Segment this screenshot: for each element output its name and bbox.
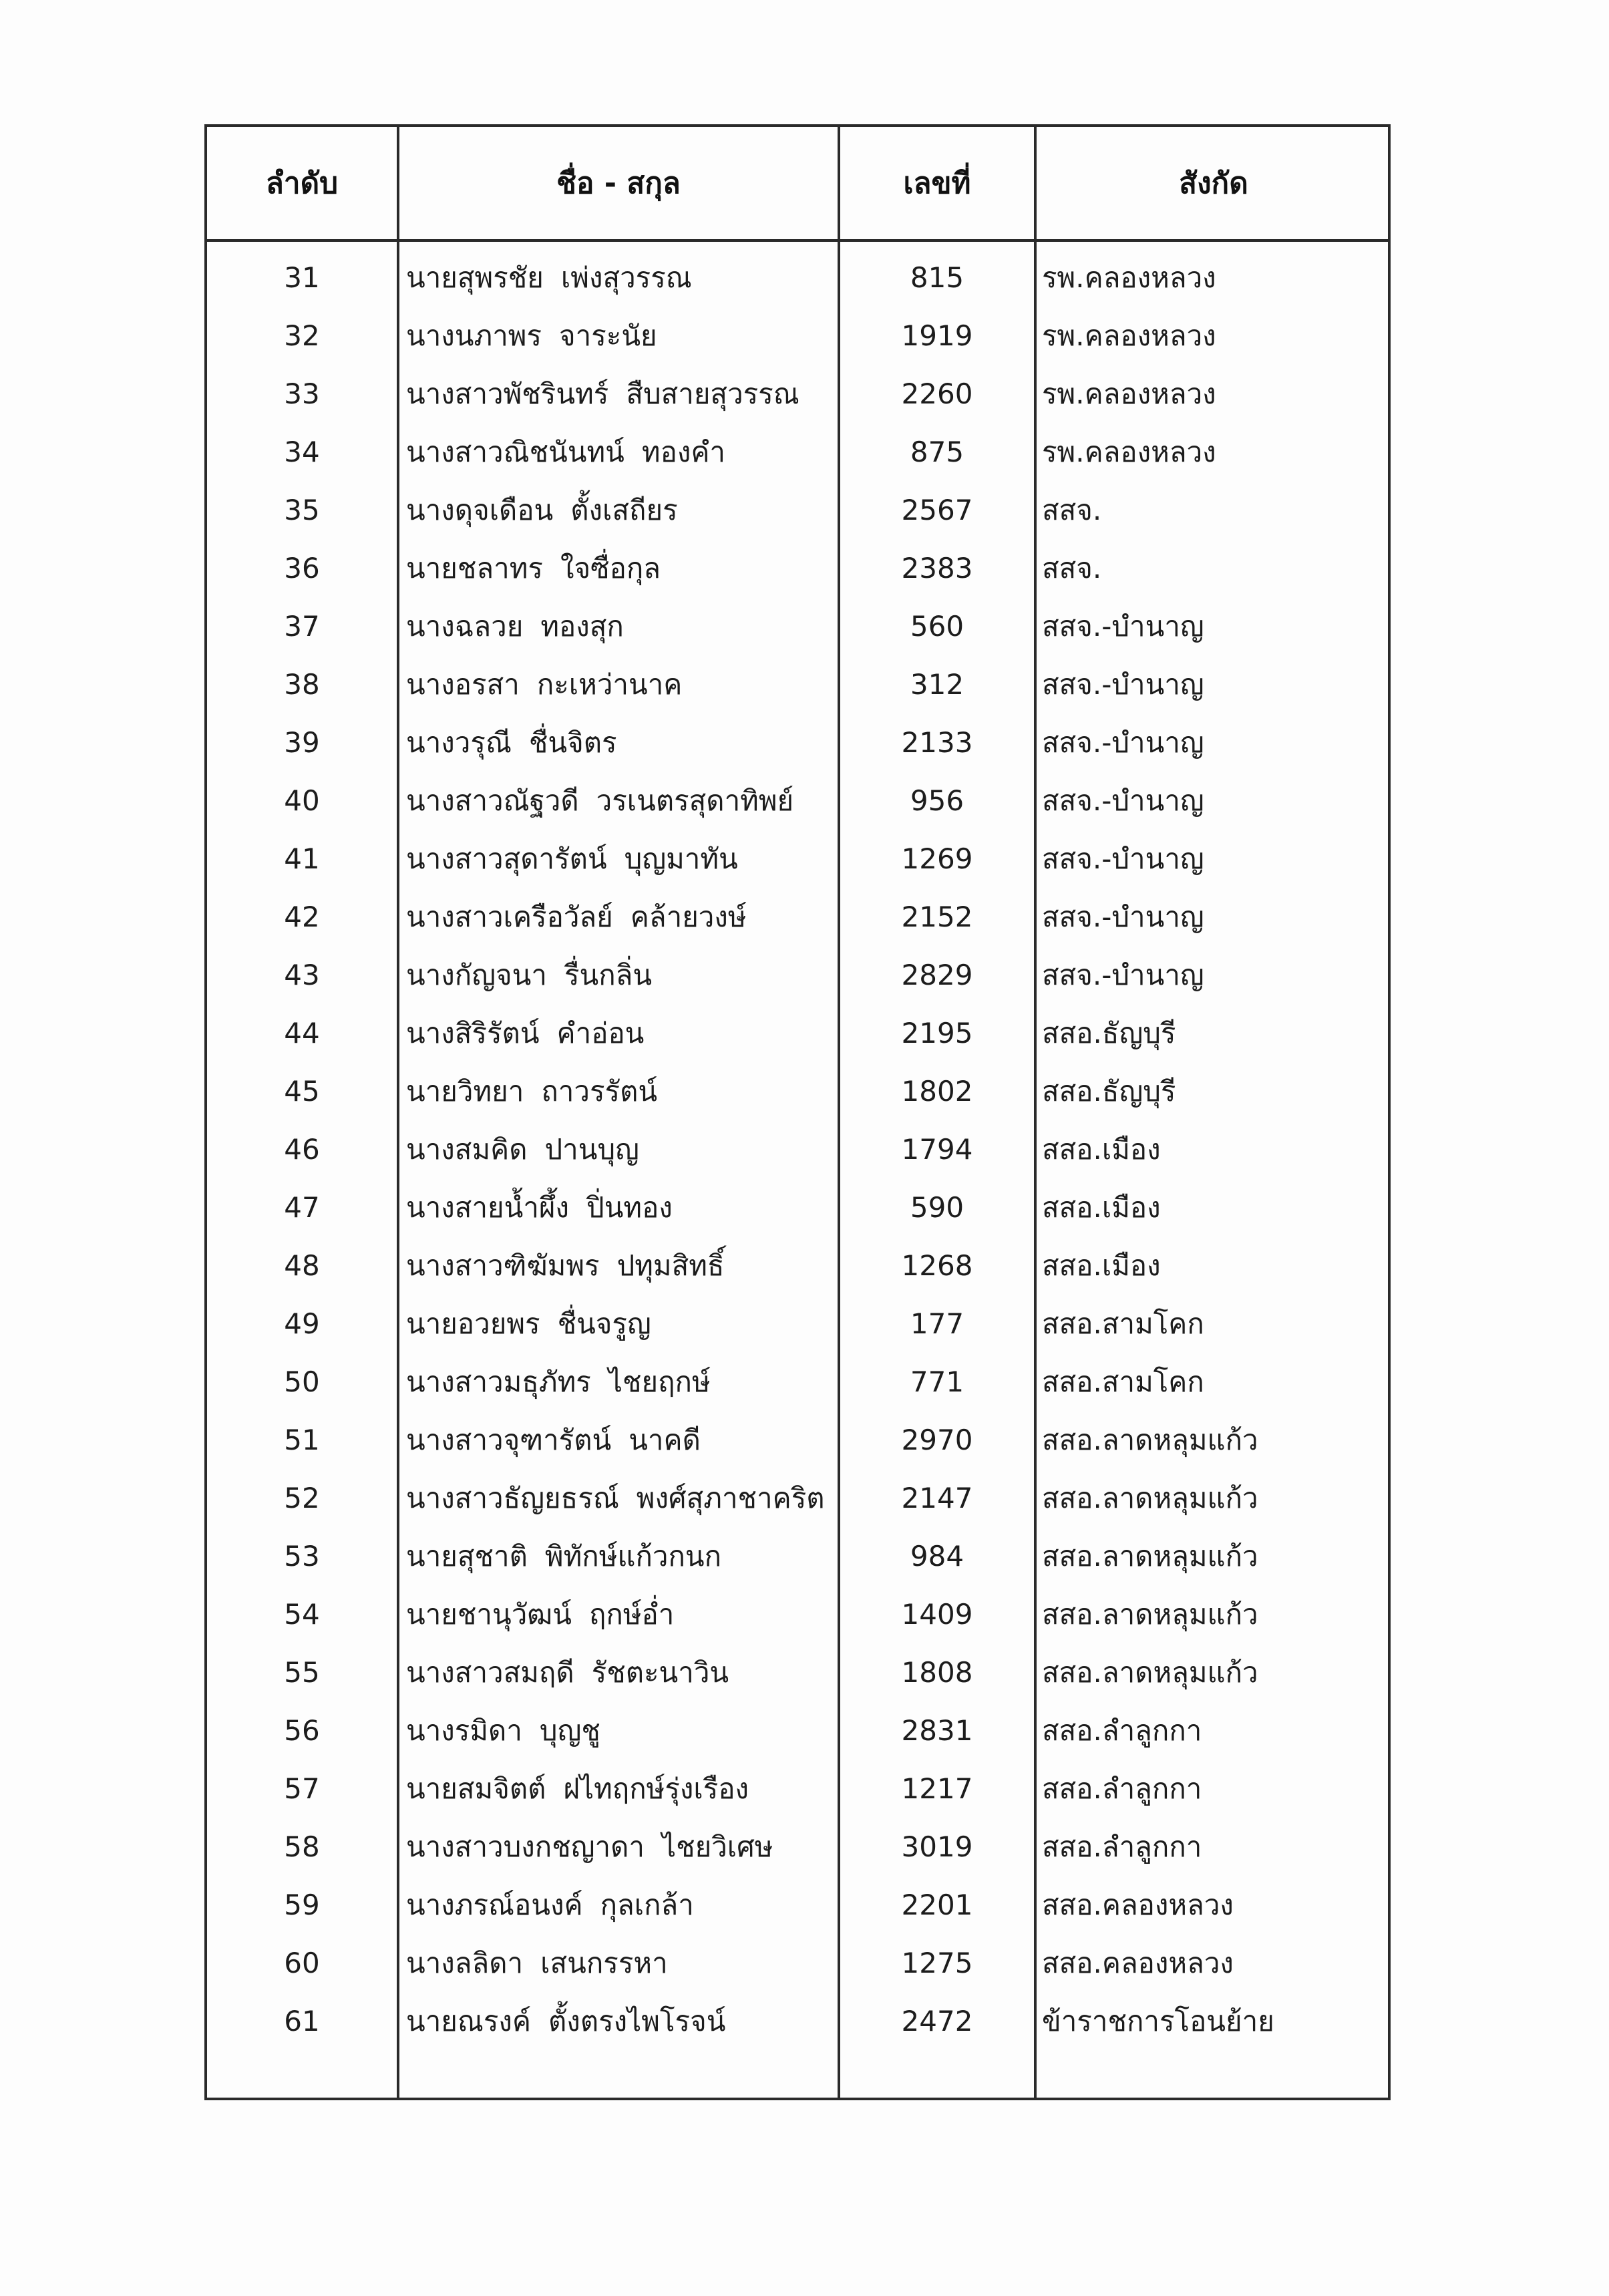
row-sequence: 36 <box>284 552 320 585</box>
row-affiliation: สสจ.-บำนาญ <box>1042 726 1204 759</box>
row-affiliation: สสจ.-บำนาญ <box>1042 668 1204 701</box>
row-surname: นาคดี <box>629 1424 701 1456</box>
row-sequence: 61 <box>284 2005 320 2037</box>
row-number: 771 <box>910 1365 964 1398</box>
row-surname: บุญมาทัน <box>624 842 738 875</box>
row-given-name: นายสุชาติ <box>406 1540 528 1573</box>
table-row <box>207 539 1388 597</box>
row-sequence: 59 <box>284 1889 320 1921</box>
table-row <box>207 1411 1388 1469</box>
row-full-name <box>406 655 834 713</box>
row-sequence: 55 <box>284 1656 320 1689</box>
row-surname: รัชตะนาวิน <box>591 1656 729 1689</box>
row-number: 312 <box>910 668 964 701</box>
header-number: เลขที่ <box>903 166 971 200</box>
table-row <box>207 1527 1388 1585</box>
row-number: 590 <box>910 1191 964 1224</box>
row-affiliation: ข้าราชการโอนย้าย <box>1042 2005 1274 2037</box>
row-given-name: นายวิทยา <box>406 1075 524 1108</box>
row-surname: พงศ์สุภาชาคริต <box>636 1482 825 1514</box>
table-row <box>207 423 1388 481</box>
row-given-name: นายสมจิตต์ <box>406 1772 546 1805</box>
table-row <box>207 946 1388 1004</box>
row-given-name: นางกัญจนา <box>406 959 547 991</box>
table-row <box>207 1295 1388 1353</box>
row-affiliation: สสจ. <box>1042 552 1102 585</box>
row-given-name: นางสาวณิชนันทน์ <box>406 436 624 468</box>
row-full-name <box>406 423 834 481</box>
row-number: 177 <box>910 1307 964 1340</box>
row-sequence: 45 <box>284 1075 320 1108</box>
row-number: 2201 <box>901 1889 973 1921</box>
row-surname: รื่นกลิ่น <box>564 959 653 991</box>
row-full-name <box>406 249 834 307</box>
row-full-name <box>406 1527 834 1585</box>
row-number: 2383 <box>901 552 973 585</box>
table-row <box>207 365 1388 423</box>
row-affiliation: สสอ.ลำลูกกา <box>1042 1714 1202 1747</box>
row-surname: ฤกษ์อ่ำ <box>588 1598 675 1631</box>
table-row <box>207 888 1388 946</box>
row-sequence: 32 <box>284 319 320 352</box>
row-number: 2195 <box>901 1017 973 1049</box>
row-full-name <box>406 1062 834 1120</box>
row-surname: ชื่นจิตร <box>528 726 617 759</box>
header-full-name: ชื่อ - สกุล <box>556 166 681 200</box>
row-number: 1269 <box>901 842 973 875</box>
row-full-name <box>406 1643 834 1701</box>
row-given-name: นางอรสา <box>406 668 520 701</box>
row-surname: จาระนัย <box>559 319 657 352</box>
row-sequence: 48 <box>284 1249 320 1282</box>
row-surname: ชื่นจรูญ <box>557 1307 651 1340</box>
row-full-name <box>406 1120 834 1178</box>
table-row <box>207 1469 1388 1527</box>
row-sequence: 58 <box>284 1830 320 1863</box>
row-affiliation: สสอ.ลำลูกกา <box>1042 1772 1202 1805</box>
row-given-name: นางสาวมธุภัทร <box>406 1365 591 1398</box>
row-surname: ทองคำ <box>641 436 726 468</box>
row-sequence: 47 <box>284 1191 320 1224</box>
row-surname: ปิ่นทอง <box>586 1191 673 1224</box>
table-row <box>207 307 1388 365</box>
row-affiliation: สสจ.-บำนาญ <box>1042 900 1204 933</box>
row-given-name: นางนภาพร <box>406 319 542 352</box>
row-affiliation: สสอ.ธัญบุรี <box>1042 1075 1176 1108</box>
table-row <box>207 1992 1388 2050</box>
row-full-name <box>406 1237 834 1295</box>
row-surname: วรเนตรสุดาทิพย์ <box>596 784 794 817</box>
row-sequence: 60 <box>284 1947 320 1979</box>
row-number: 2567 <box>901 494 973 526</box>
row-given-name: นางฉลวย <box>406 610 524 643</box>
table-row <box>207 1701 1388 1760</box>
row-sequence: 38 <box>284 668 320 701</box>
row-sequence: 31 <box>284 261 320 294</box>
row-sequence: 43 <box>284 959 320 991</box>
row-sequence: 34 <box>284 436 320 468</box>
row-surname: เสนกรรหา <box>540 1947 668 1979</box>
table-row <box>207 1004 1388 1062</box>
row-surname: ไชยวิเศษ <box>661 1830 773 1863</box>
row-full-name <box>406 946 834 1004</box>
row-surname: สืบสายสุวรรณ <box>626 377 799 410</box>
row-number: 875 <box>910 436 964 468</box>
row-given-name: นางสาวณัฐวดี <box>406 784 579 817</box>
row-given-name: นางภรณ์อนงค์ <box>406 1889 583 1921</box>
row-affiliation: สสอ.ลาดหลุมแก้ว <box>1042 1424 1258 1456</box>
row-number: 1794 <box>901 1133 973 1166</box>
row-given-name: นางลลิดา <box>406 1947 524 1979</box>
row-given-name: นางสาวสมฤดี <box>406 1656 574 1689</box>
table-row <box>207 597 1388 655</box>
row-affiliation: รพ.คลองหลวง <box>1042 377 1216 410</box>
row-surname: กุลเกล้า <box>600 1889 694 1921</box>
row-sequence: 52 <box>284 1482 320 1514</box>
row-full-name <box>406 597 834 655</box>
row-affiliation: สสอ.ลาดหลุมแก้ว <box>1042 1540 1258 1573</box>
row-sequence: 35 <box>284 494 320 526</box>
row-sequence: 41 <box>284 842 320 875</box>
row-number: 2831 <box>901 1714 973 1747</box>
row-surname: คล้ายวงษ์ <box>630 900 747 933</box>
table-row <box>207 1120 1388 1178</box>
table-row <box>207 1643 1388 1701</box>
row-sequence: 53 <box>284 1540 320 1573</box>
row-given-name: นางวรุณี <box>406 726 512 759</box>
table-row <box>207 1062 1388 1120</box>
table-row <box>207 481 1388 539</box>
row-number: 2152 <box>901 900 973 933</box>
row-sequence: 37 <box>284 610 320 643</box>
row-sequence: 33 <box>284 377 320 410</box>
row-number: 2970 <box>901 1424 973 1456</box>
row-number: 2472 <box>901 2005 973 2037</box>
row-number: 3019 <box>901 1830 973 1863</box>
row-given-name: นายสุพรชัย <box>406 261 544 294</box>
row-surname: ไชยฤกษ์ <box>608 1365 711 1398</box>
row-surname: พิทักษ์แก้วกนก <box>544 1540 722 1573</box>
row-full-name <box>406 1876 834 1934</box>
table-row <box>207 1353 1388 1411</box>
row-sequence: 46 <box>284 1133 320 1166</box>
row-given-name: นางรมิดา <box>406 1714 522 1747</box>
row-surname: ใจซื่อกุล <box>560 552 661 585</box>
row-given-name: นางสาวจุฑารัตน์ <box>406 1424 612 1456</box>
table-row <box>207 772 1388 830</box>
row-affiliation: สสอ.คลองหลวง <box>1042 1889 1234 1921</box>
row-sequence: 44 <box>284 1017 320 1049</box>
row-full-name <box>406 1818 834 1876</box>
row-given-name: นางสาวฑิฆัมพร <box>406 1249 600 1282</box>
row-affiliation: สสจ.-บำนาญ <box>1042 842 1204 875</box>
row-surname: ถาวรรัตน์ <box>541 1075 658 1108</box>
row-surname: เพ่งสุวรรณ <box>560 261 692 294</box>
row-given-name: นางสาวสุดารัตน์ <box>406 842 607 875</box>
row-given-name: นางสาวบงกชญาดา <box>406 1830 645 1863</box>
row-given-name: นางสายน้ำผึ้ง <box>406 1191 570 1224</box>
row-surname: ทองสุก <box>540 610 624 643</box>
row-number: 2829 <box>901 959 973 991</box>
row-full-name <box>406 1701 834 1760</box>
row-full-name <box>406 1992 834 2050</box>
row-affiliation: รพ.คลองหลวง <box>1042 261 1216 294</box>
row-number: 956 <box>910 784 964 817</box>
table-header-row <box>207 127 1388 242</box>
row-sequence: 49 <box>284 1307 320 1340</box>
row-full-name <box>406 1178 834 1237</box>
row-affiliation: สสจ.-บำนาญ <box>1042 610 1204 643</box>
personnel-table <box>204 124 1391 2100</box>
row-given-name: นางสาวเครือวัลย์ <box>406 900 613 933</box>
table-row <box>207 1876 1388 1934</box>
row-affiliation: สสอ.ลำลูกกา <box>1042 1830 1202 1863</box>
row-given-name: นางดุจเดือน <box>406 494 554 526</box>
row-sequence: 56 <box>284 1714 320 1747</box>
row-full-name <box>406 1585 834 1643</box>
row-given-name: นางสิริรัตน์ <box>406 1017 540 1049</box>
row-affiliation: สสจ.-บำนาญ <box>1042 959 1204 991</box>
row-full-name <box>406 307 834 365</box>
row-number: 2133 <box>901 726 973 759</box>
row-affiliation: สสจ. <box>1042 494 1102 526</box>
table-row <box>207 713 1388 772</box>
row-given-name: นายอวยพร <box>406 1307 540 1340</box>
row-full-name <box>406 481 834 539</box>
table-row <box>207 830 1388 888</box>
row-surname: คำอ่อน <box>556 1017 645 1049</box>
header-affiliation: สังกัด <box>1179 166 1248 200</box>
row-given-name: นายชานุวัฒน์ <box>406 1598 572 1631</box>
row-affiliation: สสอ.สามโคก <box>1042 1365 1204 1398</box>
row-surname: บุญชู <box>539 1714 600 1747</box>
table-row <box>207 1760 1388 1818</box>
row-affiliation: รพ.คลองหลวง <box>1042 319 1216 352</box>
row-number: 1409 <box>901 1598 973 1631</box>
table-row <box>207 1178 1388 1237</box>
row-affiliation: สสอ.เมือง <box>1042 1191 1161 1224</box>
row-number: 560 <box>910 610 964 643</box>
row-given-name: นางสาวพัชรินทร์ <box>406 377 609 410</box>
row-surname: ปทุมสิทธิ์ <box>616 1249 725 1282</box>
row-affiliation: สสอ.เมือง <box>1042 1249 1161 1282</box>
row-number: 1275 <box>901 1947 973 1979</box>
row-full-name <box>406 830 834 888</box>
row-full-name <box>406 1934 834 1992</box>
row-surname: ตั้งเสถียร <box>570 494 678 526</box>
row-sequence: 51 <box>284 1424 320 1456</box>
table-row <box>207 249 1388 307</box>
row-given-name: นายณรงค์ <box>406 2005 532 2037</box>
row-number: 1217 <box>901 1772 973 1805</box>
row-full-name <box>406 1295 834 1353</box>
table-row <box>207 1818 1388 1876</box>
row-affiliation: สสจ.-บำนาญ <box>1042 784 1204 817</box>
row-full-name <box>406 888 834 946</box>
row-sequence: 50 <box>284 1365 320 1398</box>
table-row <box>207 1585 1388 1643</box>
row-sequence: 42 <box>284 900 320 933</box>
table-row <box>207 655 1388 713</box>
row-number: 1802 <box>901 1075 973 1108</box>
row-full-name <box>406 365 834 423</box>
row-number: 2147 <box>901 1482 973 1514</box>
row-affiliation: สสอ.เมือง <box>1042 1133 1161 1166</box>
row-affiliation: สสอ.ลาดหลุมแก้ว <box>1042 1656 1258 1689</box>
row-full-name <box>406 772 834 830</box>
row-affiliation: สสอ.ลาดหลุมแก้ว <box>1042 1482 1258 1514</box>
row-surname: ปานบุญ <box>544 1133 639 1166</box>
row-affiliation: รพ.คลองหลวง <box>1042 436 1216 468</box>
row-affiliation: สสอ.ธัญบุรี <box>1042 1017 1176 1049</box>
row-full-name <box>406 1411 834 1469</box>
row-number: 1919 <box>901 319 973 352</box>
row-affiliation: สสอ.คลองหลวง <box>1042 1947 1234 1979</box>
row-full-name <box>406 713 834 772</box>
row-given-name: นางสมคิด <box>406 1133 528 1166</box>
table-body <box>207 249 1388 2050</box>
header-sequence: ลำดับ <box>265 166 339 200</box>
row-surname: ตั้งตรงไพโรจน์ <box>548 2005 726 2037</box>
row-given-name: นางสาวธัญยธรณ์ <box>406 1482 619 1514</box>
row-number: 984 <box>910 1540 964 1573</box>
row-sequence: 40 <box>284 784 320 817</box>
row-sequence: 57 <box>284 1772 320 1805</box>
row-sequence: 54 <box>284 1598 320 1631</box>
row-given-name: นายชลาทร <box>406 552 543 585</box>
row-number: 2260 <box>901 377 973 410</box>
row-full-name <box>406 1353 834 1411</box>
row-surname: ฝไทฤกษ์รุ่งเรือง <box>563 1772 749 1805</box>
row-full-name <box>406 1469 834 1527</box>
row-full-name <box>406 1004 834 1062</box>
row-surname: กะเหว่านาค <box>536 668 683 701</box>
row-number: 1808 <box>901 1656 973 1689</box>
row-affiliation: สสอ.สามโคก <box>1042 1307 1204 1340</box>
row-number: 815 <box>910 261 964 294</box>
row-full-name <box>406 539 834 597</box>
table-row <box>207 1934 1388 1992</box>
row-number: 1268 <box>901 1249 973 1282</box>
row-sequence: 39 <box>284 726 320 759</box>
row-affiliation: สสอ.ลาดหลุมแก้ว <box>1042 1598 1258 1631</box>
table-row <box>207 1237 1388 1295</box>
row-full-name <box>406 1760 834 1818</box>
